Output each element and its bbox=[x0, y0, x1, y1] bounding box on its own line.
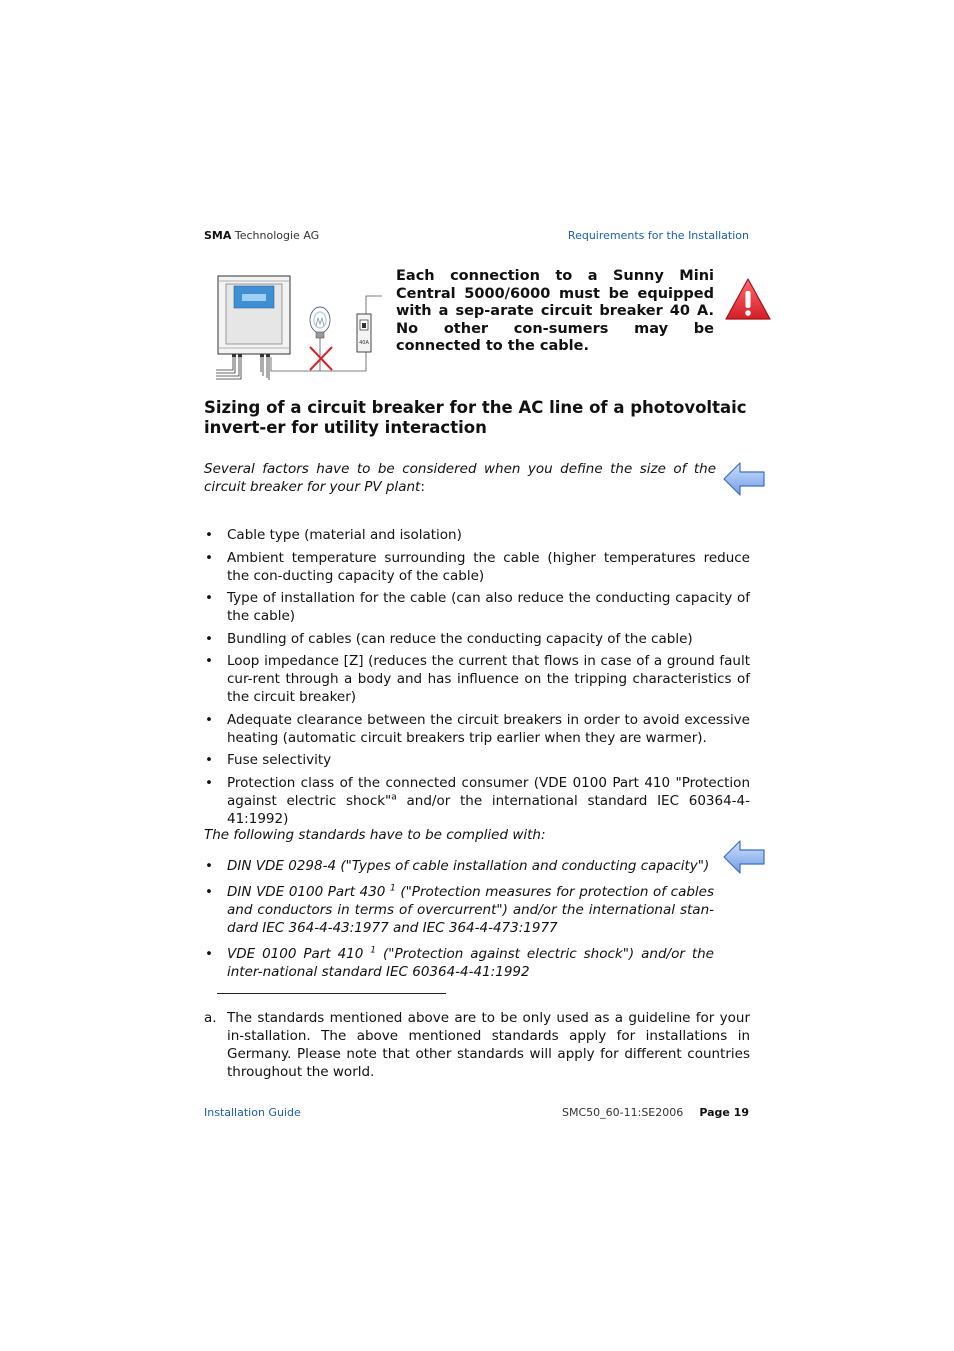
list-item: • Type of installation for the cable (can also reduce the conducting capacity of the cable) bbox=[204, 589, 750, 625]
standard-text: DIN VDE 0100 Part 430 bbox=[227, 884, 390, 900]
footnote-ref-1[interactable]: 1 bbox=[390, 883, 396, 894]
section-heading: Sizing of a circuit breaker for the AC line of a photovoltaic invert-er for utility interaction bbox=[204, 398, 747, 437]
inverter-wiring-illustration bbox=[214, 274, 386, 382]
list-item bbox=[204, 883, 714, 937]
header-company bbox=[204, 229, 319, 242]
standard-text-end: ("Protection against electric shock") and/or the inter-national standard IEC 60364-4-41:1992 bbox=[227, 946, 714, 980]
footnote bbox=[204, 1009, 750, 1081]
list-item: • Fuse selectivity bbox=[204, 751, 750, 769]
header-section-title[interactable]: Requirements for the Installation bbox=[567, 229, 749, 242]
footer-guide-title[interactable]: Installation Guide bbox=[204, 1106, 301, 1119]
footnote-divider bbox=[217, 993, 446, 994]
protection-class-text: Protection class of the connected consumer (VDE 0100 Part 410 "Protection against electric shock" bbox=[227, 774, 750, 809]
standard-text: VDE 0100 Part 410 bbox=[227, 946, 371, 962]
list-item: • Adequate clearance between the circuit breakers in order to avoid excessive heating (automatic circuit breakers trip earlier when they are warmer). bbox=[204, 711, 750, 747]
warning-triangle-icon bbox=[724, 276, 772, 322]
factors-list bbox=[204, 526, 750, 832]
page-number: Page 19 bbox=[699, 1106, 749, 1119]
footnote-mark: a. bbox=[204, 1010, 217, 1026]
list-item: • Ambient temperature surrounding the cable (higher temperatures reduce the con-ducting capacity of the cable) bbox=[204, 549, 750, 585]
list-item: • Loop impedance [Z] (reduces the current that flows in case of a ground fault cur-rent through a body and has influence on the tripping characteristics of the circuit breaker) bbox=[204, 652, 750, 706]
standards-heading: The following standards have to be complied with: bbox=[204, 827, 546, 843]
company-name-bold: SMA bbox=[204, 229, 232, 242]
standards-list bbox=[204, 857, 714, 989]
list-item bbox=[204, 774, 750, 828]
intro-italic-text: Several factors have to be considered when you define the size of the circuit breaker for your PV plant bbox=[204, 461, 716, 495]
footer-doc-id: SMC50_60-11:SE2006 bbox=[562, 1106, 684, 1119]
warning-message: Each connection to a Sunny Mini Central 5000/6000 must be equipped with a sep-arate circuit breaker 40 A. No other con-sumers may be connected to the cable. bbox=[396, 268, 714, 354]
arrow-left-icon bbox=[722, 460, 766, 498]
arrow-left-icon bbox=[722, 838, 766, 876]
light-bulb-icon bbox=[310, 307, 330, 371]
circuit-breaker-icon bbox=[357, 314, 371, 352]
standard-text-end: ("Protection measures for protection of cables and conductors in terms of overcurrent") and/or the international stan-dard IEC 364-4-43:1977 and IEC 364-4-473:1977 bbox=[227, 884, 715, 936]
list-item bbox=[204, 945, 714, 981]
intro-colon: : bbox=[420, 479, 425, 495]
footnote-ref-1[interactable]: 1 bbox=[370, 945, 377, 956]
intro-paragraph bbox=[204, 460, 716, 496]
list-item: • Bundling of cables (can reduce the conducting capacity of the cable) bbox=[204, 630, 750, 648]
svg-text:40A: 40A bbox=[359, 340, 369, 346]
list-item: • DIN VDE 0298-4 ("Types of cable installation and conducting capacity") bbox=[204, 857, 714, 875]
footnote-ref-a[interactable]: a bbox=[391, 792, 397, 802]
protection-class-text-end: and/or the international standard IEC 60364-4-41:1992) bbox=[227, 792, 751, 827]
prohibited-cross-icon bbox=[310, 347, 332, 370]
list-item: • Cable type (material and isolation) bbox=[204, 526, 750, 544]
footnote-text: The standards mentioned above are to be only used as a guideline for your in-stallation. The above mentioned standards apply for installations in Germany. Please note that other standards will apply for different countries throughout the world. bbox=[227, 1010, 750, 1080]
company-name-rest: Technologie AG bbox=[231, 229, 320, 242]
